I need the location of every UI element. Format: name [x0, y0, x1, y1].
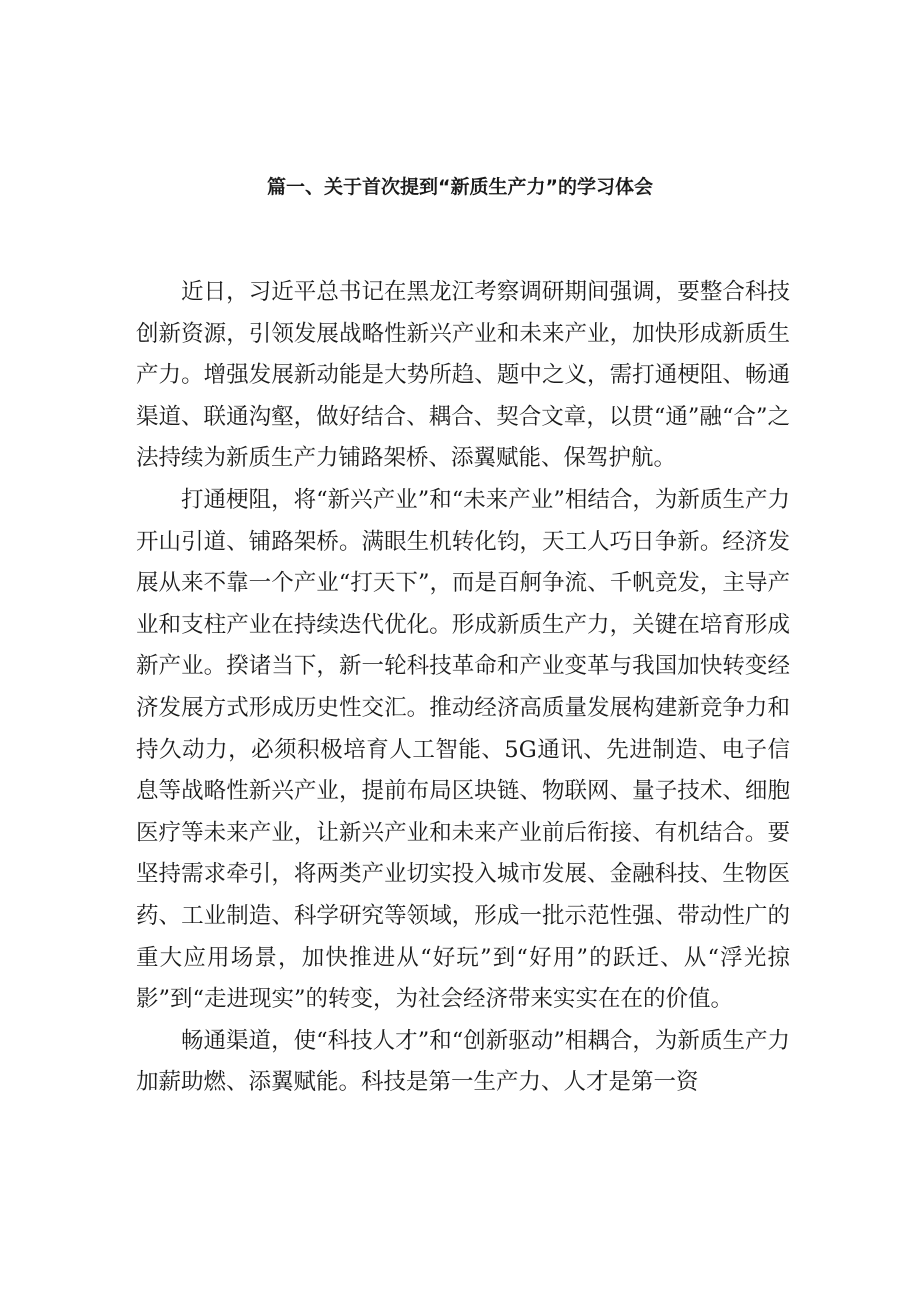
document-body	[136, 272, 790, 1104]
paragraph-1: 近日，习近平总书记在黑龙江考察调研期间强调，要整合科技创新资源，引领发展战略性新兴产业和未来产业，加快形成新质生产力。增强发展新动能是大势所趋、题中之义，需打通梗阻、畅通渠道、联通沟壑，做好结合、耦合、契合文章，以贯“通”融“合”之法持续为新质生产力铺路架桥、添翼赋能、保驾护航。	[136, 279, 790, 472]
document-title: 篇一、关于首次提到“新质生产力”的学习体会	[267, 176, 653, 198]
paragraph-3: 畅通渠道，使“科技人才”和“创新驱动”相耦合，为新质生产力加薪助燃、添翼赋能。科技是第一生产力、人才是第一资	[136, 1027, 790, 1096]
paragraph-2: 打通梗阻，将“新兴产业”和“未来产业”相结合，为新质生产力开山引道、铺路架桥。满眼生机转化钧，天工人巧日争新。经济发展从来不靠一个产业“打天下”，而是百舸争流、千帆竞发，主导产业和支柱产业在持续迭代优化。形成新质生产力，关键在培育形成新产业。揆诸当下，新一轮科技革命和产业变革与我国加快转变经济发展方式形成历史性交汇。推动经济高质量发展构建新竞争力和持久动力，必须积极培育人工智能、5G通讯、先进制造、电子信息等战略性新兴产业，提前布局区块链、物联网、量子技术、细胞医疗等未来产业，让新兴产业和未来产业前后衔接、有机结合。要坚持需求牵引，将两类产业切实投入城市发展、金融科技、生物医药、工业制造、科学研究等领域，形成一批示范性强、带动性广的重大应用场景，加快推进从“好玩”到“好用”的跃迁、从“浮光掠影”到“走进现实”的转变，为社会经济带来实实在在的价值。	[136, 486, 790, 1013]
